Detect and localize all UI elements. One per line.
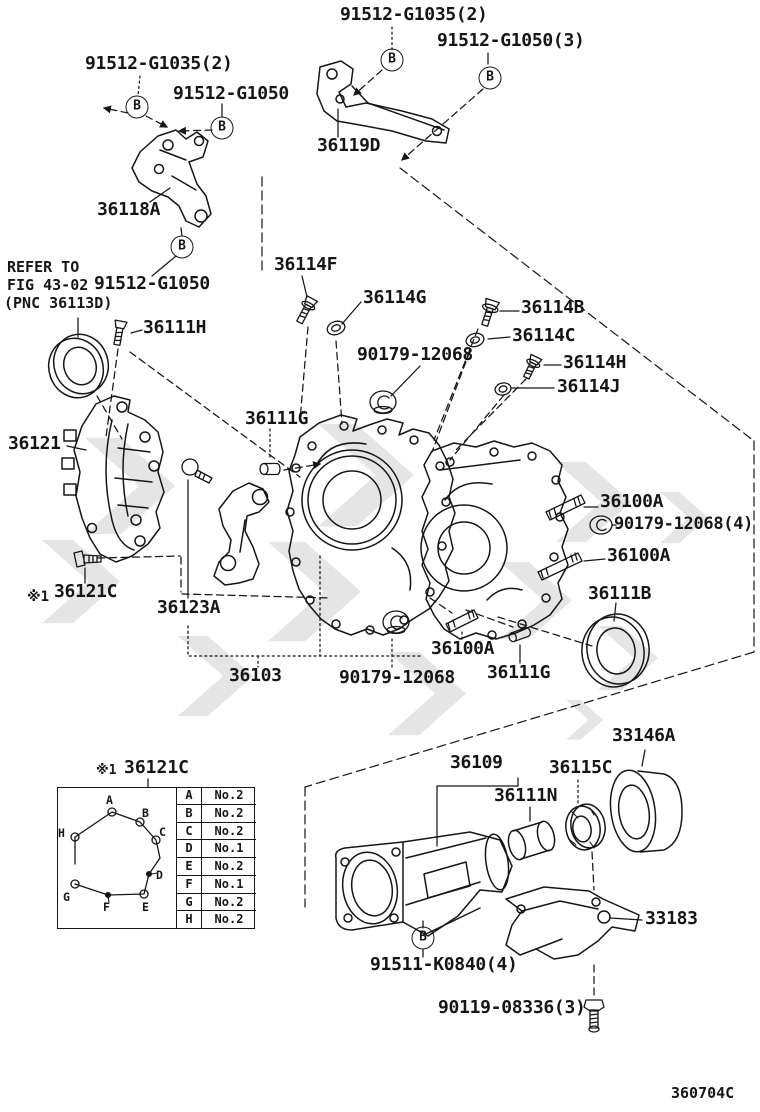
part-label-36114H: 36114H (563, 352, 627, 373)
gasket-point-B: B (142, 806, 149, 820)
part-label-36111G-top: 36111G (245, 408, 309, 429)
part-label-bolt-top-a: 91512-G1035(2) (340, 4, 488, 25)
fastener-ref-marker: B (211, 117, 234, 140)
part-label-90179-12068-mid: 90179-12068 (357, 344, 473, 365)
inset-row-pos: B (176, 805, 201, 823)
inset-row-pos: C (176, 823, 201, 841)
part-label-90179-12068-4: 90179-12068(4) (614, 514, 754, 534)
inset-row-value: No.2 (201, 823, 256, 841)
part-label-36111G-bot: 36111G (487, 662, 551, 683)
part-label-36114J: 36114J (557, 376, 621, 397)
inset-row-pos: D (176, 840, 201, 858)
part-label-bolt-left-a: 91512-G1035(2) (85, 53, 233, 74)
inset-row-pos: E (176, 858, 201, 876)
refer-note-line2: FIG 43-02 (7, 276, 89, 294)
gasket-point-C: C (159, 825, 166, 839)
inset-row-value: No.2 (201, 858, 256, 876)
bracket-36123A-drawing (214, 483, 269, 585)
part-label-36100A-1: 36100A (600, 491, 664, 512)
part-label-36100A-2: 36100A (607, 545, 671, 566)
part-label-33183: 33183 (645, 908, 698, 929)
gasket-point-D: D (156, 868, 163, 882)
watermark-pattern (42, 424, 708, 740)
inset-row-value: No.1 (201, 876, 256, 894)
drawing-code: 360704C (671, 1084, 735, 1102)
stud-36100A-2 (538, 553, 582, 580)
inset-row-pos: A (176, 787, 201, 805)
part-label-36115C: 36115C (549, 757, 613, 778)
part-label-bolt-top-b: 91512-G1050(3) (437, 30, 585, 51)
inset-row-value: No.1 (201, 840, 256, 858)
bearing-36115C-drawing (562, 801, 608, 852)
part-label-36121C-main: 36121C (54, 581, 118, 602)
part-label-bolt-mid-left: 91512-G1050 (94, 273, 210, 294)
part-label-91511-K0840: 91511-K0840(4) (370, 954, 518, 975)
part-label-bolt-left-b: 91512-G1050 (173, 83, 289, 104)
inset-row-value: No.2 (201, 805, 256, 823)
stud-36100A-3 (446, 610, 478, 632)
gasket-point-F: F (103, 900, 110, 914)
part-label-36109: 36109 (450, 752, 503, 773)
part-label-36103: 36103 (229, 665, 282, 686)
part-label-36111N: 36111N (494, 785, 558, 806)
part-label-36114B: 36114B (521, 297, 585, 318)
refer-note-line3: (PNC 36113D) (4, 294, 113, 312)
fastener-ref-marker: B (412, 927, 435, 950)
gasket-point-A: A (106, 793, 113, 807)
part-label-36118A: 36118A (97, 199, 161, 220)
inset-row-pos: F (176, 876, 201, 894)
inset-row-value: No.2 (201, 911, 256, 929)
inset-row-value: No.2 (201, 787, 256, 805)
part-label-36111H: 36111H (143, 317, 207, 338)
bracket-33183-drawing (506, 887, 639, 959)
inset-title: 36121C (124, 757, 190, 778)
part-label-90119-08336: 90119-08336(3) (438, 997, 586, 1018)
gasket-point-G: G (63, 890, 70, 904)
fastener-ref-marker: B (171, 236, 194, 259)
refer-note-line1: REFER TO (7, 258, 80, 276)
gasket-point-H: H (58, 826, 65, 840)
collar-33146A-drawing (606, 767, 682, 854)
part-label-36119D: 36119D (317, 135, 381, 156)
inset-row-pos: G (176, 894, 201, 912)
remark-mark-main: ※1 (27, 589, 50, 605)
part-label-36114G: 36114G (363, 287, 427, 308)
gasket-point-E: E (142, 900, 149, 914)
part-label-36114C: 36114C (512, 325, 576, 346)
part-label-36121: 36121 (8, 433, 61, 454)
fastener-ref-marker: B (479, 67, 502, 90)
fastener-ref-marker: B (126, 96, 149, 119)
sleeve-36111N-drawing (506, 820, 558, 862)
bracket-36119D-drawing (317, 61, 449, 143)
gasket-position-table (176, 787, 256, 929)
part-label-36111B: 36111B (588, 583, 652, 604)
inset-row-value: No.2 (201, 894, 256, 912)
oil-seal-36113D-drawing (41, 327, 116, 405)
part-label-33146A: 33146A (612, 725, 676, 746)
fastener-ref-marker: B (381, 49, 404, 72)
part-label-90179-12068-bot: 90179-12068 (339, 667, 455, 688)
part-label-36123A: 36123A (157, 597, 221, 618)
part-label-36114F: 36114F (274, 254, 338, 275)
inset-row-pos: H (176, 911, 201, 929)
remark-mark-inset: ※1 (96, 763, 117, 778)
part-label-36100A-bot: 36100A (431, 638, 495, 659)
extension-housing-36109-drawing (336, 832, 512, 936)
